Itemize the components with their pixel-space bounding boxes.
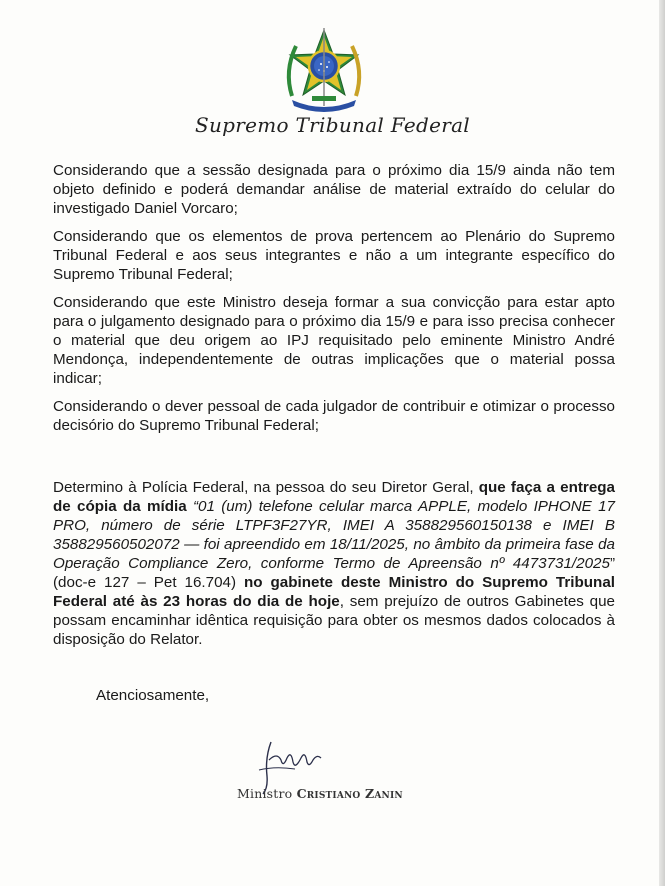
- paragraph-4: Considerando o dever pessoal de cada julgador de contribuir e otimizar o processo decisório do Supremo Tribunal Federal;: [53, 398, 615, 434]
- paragraph-3: Considerando que este Ministro deseja formar a sua convicção para estar apto para o julgamento designado para o próximo dia 15/9 e para isso precisa conhecer o material que deu origem ao IPJ requisitado pelo eminente Ministro André Mendonça, independentemente de outras implicações que o material possa indicar;: [53, 294, 615, 387]
- order-bold-1: que faça a entrega de cópia da mídia: [53, 479, 615, 515]
- coat-of-arms-emblem: [274, 26, 374, 116]
- closing-salutation: Atenciosamente,: [96, 687, 210, 704]
- order-paragraph: [53, 478, 615, 649]
- court-name-heading: Supremo Tribunal Federal: [194, 113, 471, 137]
- order-text-3: , sem prejuízo de outros Gabinetes que possam encaminhar idêntica requisição para obter os mesmos dados colocados à disposição do Relator.: [53, 593, 616, 648]
- signer-line: [237, 786, 403, 801]
- signer-name: Cristiano Zanin: [296, 786, 403, 801]
- order-text-1: Determino à Polícia Federal, na pessoa do seu Diretor Geral,: [53, 479, 479, 496]
- paragraph-2: Considerando que os elementos de prova pertencem ao Plenário do Supremo Tribunal Federal e aos seus integrantes e não a um integrante específico do Supremo Tribunal Federal;: [53, 228, 615, 283]
- order-bold-2: no gabinete deste Ministro do Supremo Tribunal Federal até às 23 horas do dia de hoje: [53, 574, 615, 610]
- paragraph-1: Considerando que a sessão designada para o próximo dia 15/9 ainda não tem objeto definido e poderá demandar análise de material extraído do celular do investigado Daniel Vorcaro;: [53, 162, 615, 217]
- order-italic-1: “01 (um) telefone celular marca APPLE, modelo IPHONE 17 PRO, número de série LTPF3F27YR, IMEI A 358829560150138 e IMEI B 358829560502072 — foi apreendido em 18/11/2025, no âmbito da primeira fase da Operação Compliance Zero, conforme Termo de Apreensão nº 4473731/2025: [53, 498, 615, 572]
- order-text-2: ” (doc-e 127 – Pet 16.704): [53, 555, 615, 591]
- signer-title: Ministro: [237, 786, 293, 801]
- document-body: [53, 161, 615, 658]
